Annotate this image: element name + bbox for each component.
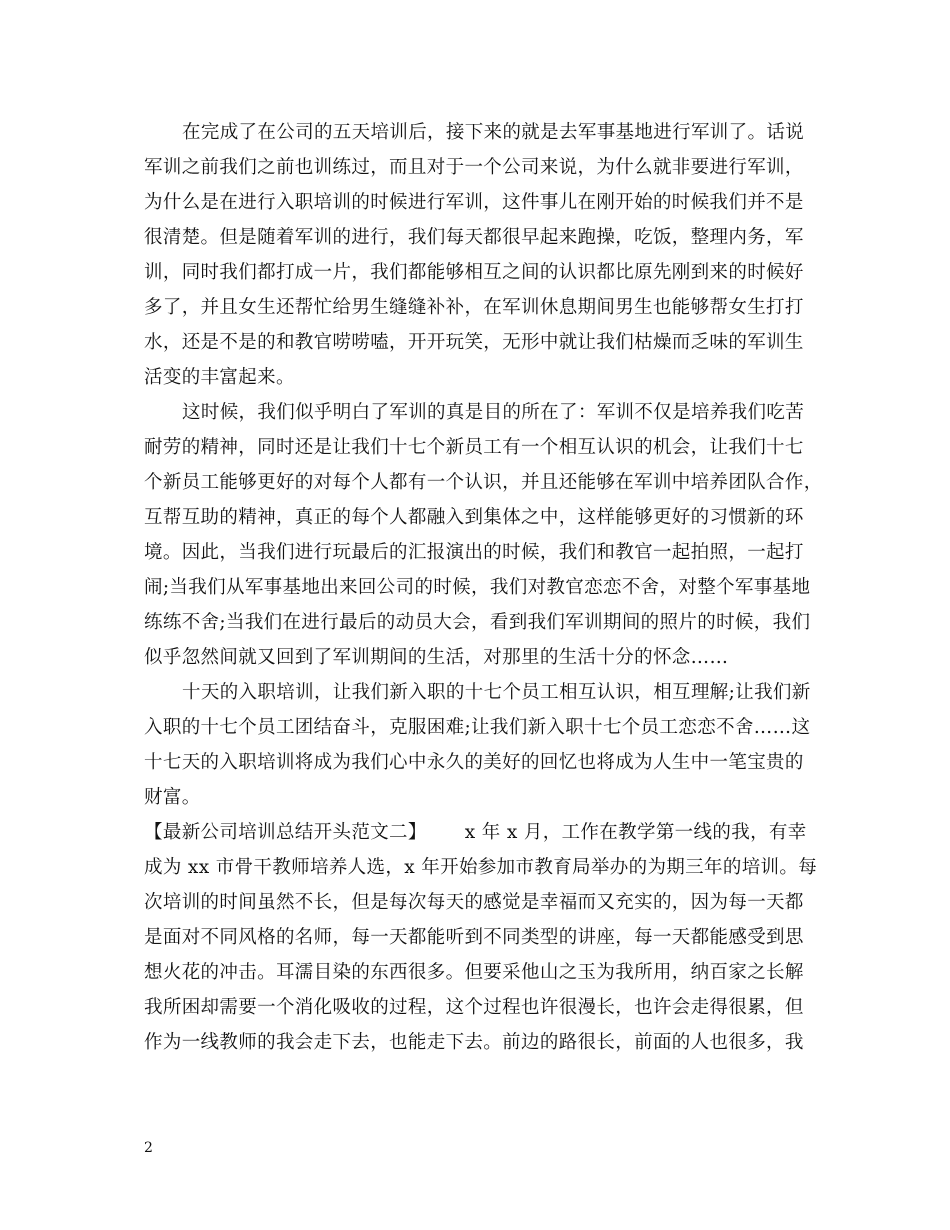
paragraph-line: 次培训的时间虽然不长，但是每次每天的感觉是幸福而又充实的，因为每一天都 xyxy=(144,892,804,913)
paragraph-line: 十天的入职培训，让我们新入职的十七个员工相互认识，相互理解;让我们新 xyxy=(182,682,811,703)
paragraph-line: 很清楚。但是随着军训的进行，我们每天都很早起来跑操，吃饭，整理内务，军 xyxy=(144,227,804,248)
paragraph-line: 个新员工能够更好的对每个人都有一个认识，并且还能够在军训中培养团队合作， xyxy=(144,472,823,493)
paragraph-line: 训，同时我们都打成一片，我们都能够相互之间的认识都比原先刚到来的时候好 xyxy=(144,262,804,283)
paragraph-line: 财富。 xyxy=(144,787,201,808)
paragraph-line: 十七天的入职培训将成为我们心中永久的美好的回忆也将成为人生中一笔宝贵的 xyxy=(144,752,804,773)
paragraph-line: 水，还是不是的和教官唠唠嗑，开开玩笑，无形中就让我们枯燥而乏味的军训生 xyxy=(144,332,804,353)
paragraph-text: x 年 x 月，工作在教学第一线的我，有幸 xyxy=(464,822,807,843)
paragraph-line: 境。因此，当我们进行玩最后的汇报演出的时候，我们和教官一起拍照，一起打 xyxy=(144,542,804,563)
paragraph-line: 想火花的冲击。耳濡目染的东西很多。但要采他山之玉为我所用，纳百家之长解 xyxy=(144,962,804,983)
paragraph-line: 活变的丰富起来。 xyxy=(144,367,295,388)
section-heading-line xyxy=(144,822,824,844)
paragraph-line: 多了，并且女生还帮忙给男生缝缝补补，在军训休息期间男生也能够帮女生打打 xyxy=(144,297,804,318)
paragraph-line: 练练不舍;当我们在进行最后的动员大会，看到我们军训期间的照片的时候，我们 xyxy=(144,612,811,633)
paragraph-line: 在完成了在公司的五天培训后，接下来的就是去军事基地进行军训了。话说 xyxy=(182,122,805,143)
paragraph-line: 耐劳的精神，同时还是让我们十七个新员工有一个相互认识的机会，让我们十七 xyxy=(144,437,804,458)
page-number: 2 xyxy=(144,1140,153,1156)
paragraph-line: 军训之前我们之前也训练过，而且对于一个公司来说，为什么就非要进行军训， xyxy=(144,157,804,178)
paragraph-line: 入职的十七个员工团结奋斗，克服困难;让我们新入职十七个员工恋恋不舍……这 xyxy=(144,717,811,738)
paragraph-line: 闹;当我们从军事基地出来回公司的时候，我们对教官恋恋不舍，对整个军事基地 xyxy=(144,577,811,598)
paragraph-line: 互帮互助的精神，真正的每个人都融入到集体之中，这样能够更好的习惯新的环 xyxy=(144,507,804,528)
section-heading: 【最新公司培训总结开头范文二】 xyxy=(144,822,427,843)
paragraph-line: 成为 xx 市骨干教师培养人选，x 年开始参加市教育局举办的为期三年的培训。每 xyxy=(144,857,818,878)
paragraph-line: 为什么是在进行入职培训的时候进行军训，这件事儿在刚开始的时候我们并不是 xyxy=(144,192,804,213)
paragraph-line: 似乎忽然间就又回到了军训期间的生活，对那里的生活十分的怀念…… xyxy=(144,647,729,668)
paragraph-line: 我所困却需要一个消化吸收的过程，这个过程也许很漫长，也许会走得很累，但 xyxy=(144,997,804,1018)
paragraph-line: 这时候，我们似乎明白了军训的真是目的所在了：军训不仅是培养我们吃苦 xyxy=(182,402,805,423)
paragraph-line: 作为一线教师的我会走下去，也能走下去。前边的路很长，前面的人也很多，我 xyxy=(144,1032,804,1053)
paragraph-line: 是面对不同风格的名师，每一天都能听到不同类型的讲座，每一天都能感受到思 xyxy=(144,927,804,948)
